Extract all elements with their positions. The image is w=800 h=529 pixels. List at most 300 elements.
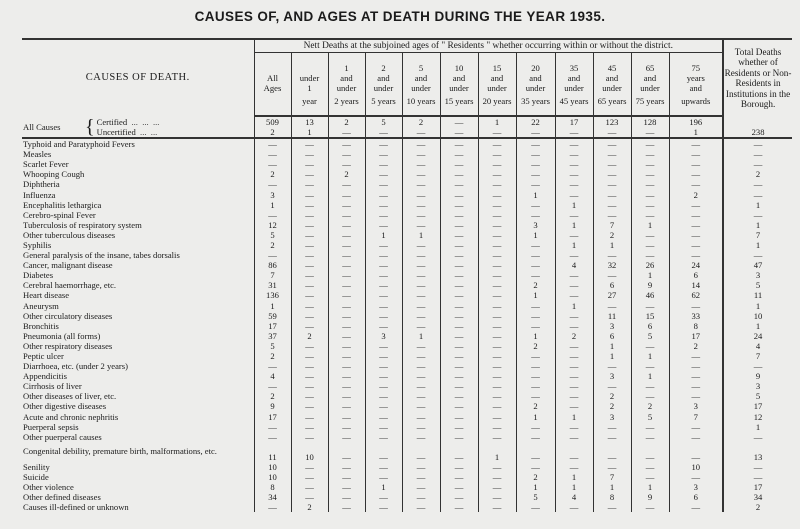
age-value-cell: — <box>328 412 365 422</box>
cause-cell <box>22 381 254 391</box>
age-value-cell: — <box>631 138 669 149</box>
age-value-cell: — <box>402 472 440 482</box>
age-value-cell: — <box>402 502 440 512</box>
age-value-cell: — <box>328 442 365 462</box>
age-value-cell: — <box>669 381 723 391</box>
age-value-cell: 8 <box>593 492 631 502</box>
age-value-cell: 1 <box>555 472 593 482</box>
age-value-cell: 2 <box>516 280 555 290</box>
age-value-cell: — <box>478 391 516 401</box>
age-value-cell: — <box>593 210 631 220</box>
age-value-cell: 14 <box>669 280 723 290</box>
age-value-cell: — <box>402 341 440 351</box>
age-value-cell: — <box>478 472 516 482</box>
age-header-line: 1 <box>344 62 349 73</box>
age-value-cell: — <box>593 179 631 189</box>
age-value-cell: — <box>631 442 669 462</box>
cause-cell <box>22 179 254 189</box>
age-value-cell: — <box>440 230 478 240</box>
age-value-cell: — <box>631 502 669 512</box>
age-value-cell: 17 <box>669 331 723 341</box>
causes-of-death-table <box>22 38 792 512</box>
cause-cell <box>22 169 254 179</box>
age-value-cell: — <box>669 422 723 432</box>
age-header-line: under <box>373 82 394 93</box>
age-value-cell: — <box>402 311 440 321</box>
age-value-cell: 2 <box>254 169 291 179</box>
cause-label: Pneumonia (all forms) <box>23 330 101 341</box>
age-value-cell: — <box>402 189 440 199</box>
uncertified-label: Uncertified <box>96 126 136 137</box>
age-value-cell: 2 <box>328 169 365 179</box>
age-value-cell: 7 <box>254 270 291 280</box>
age-value-cell: — <box>365 412 402 422</box>
age-value-cell: — <box>440 381 478 391</box>
age-value-cell: — <box>402 169 440 179</box>
age-value-cell: — <box>516 381 555 391</box>
age-value-cell: 37 <box>254 331 291 341</box>
age-value-cell: — <box>516 149 555 159</box>
total-value-cell: — <box>723 250 792 260</box>
age-header-line: under <box>602 82 622 93</box>
uncertified-value: — <box>531 127 540 137</box>
age-value-cell: — <box>440 270 478 280</box>
age-value-cell: — <box>291 270 328 280</box>
age-column-header <box>669 53 723 117</box>
cause-cell <box>22 250 254 260</box>
age-value-cell: — <box>478 432 516 442</box>
age-header-line: under <box>487 82 507 93</box>
age-value-cell: 1 <box>516 189 555 199</box>
age-value-cell: — <box>291 462 328 472</box>
age-value-cell: — <box>291 210 328 220</box>
age-value-cell: 6 <box>593 331 631 341</box>
total-value-cell: — <box>723 189 792 199</box>
age-value-cell: 33 <box>669 311 723 321</box>
certified-value: 2 <box>344 117 349 127</box>
age-value-cell: 7 <box>593 472 631 482</box>
cause-cell <box>22 401 254 411</box>
certified-value: 123 <box>605 117 619 127</box>
age-value-cell: — <box>478 371 516 381</box>
age-value-cell: — <box>440 169 478 179</box>
cause-cell <box>22 391 254 401</box>
age-value-cell: — <box>254 432 291 442</box>
age-value-cell: — <box>291 159 328 169</box>
cause-label: Aneurysm <box>23 300 59 311</box>
all-causes-value-cell <box>631 116 669 138</box>
table-row <box>22 341 792 351</box>
age-value-cell: — <box>291 290 328 300</box>
age-value-cell: 24 <box>669 260 723 270</box>
age-value-cell: — <box>291 401 328 411</box>
age-value-cell: — <box>291 240 328 250</box>
table-row <box>22 331 792 341</box>
certified-value: 509 <box>266 117 279 127</box>
age-value-cell: — <box>440 432 478 442</box>
age-header-line: and <box>567 72 581 83</box>
cause-cell <box>22 159 254 169</box>
age-value-cell: — <box>593 422 631 432</box>
age-value-cell: — <box>328 301 365 311</box>
age-value-cell: — <box>478 462 516 472</box>
age-value-cell: — <box>291 250 328 260</box>
age-value-cell: — <box>254 502 291 512</box>
age-header-line: and <box>529 72 542 83</box>
age-value-cell: 1 <box>631 371 669 381</box>
age-value-cell: 5 <box>254 230 291 240</box>
uncertified-value: 1 <box>307 127 312 137</box>
certified-value: — <box>454 117 464 127</box>
age-value-cell: — <box>516 250 555 260</box>
table-row <box>22 179 792 189</box>
age-value-cell: — <box>516 159 555 169</box>
certified-value: 17 <box>569 117 579 127</box>
all-causes-value-cell <box>328 116 365 138</box>
age-value-cell: 27 <box>593 290 631 300</box>
certified-value: 1 <box>494 117 500 127</box>
age-value-cell: — <box>555 422 593 432</box>
total-value-cell: — <box>723 179 792 189</box>
age-column-header <box>254 53 291 117</box>
age-value-cell: — <box>254 361 291 371</box>
age-value-cell: — <box>402 159 440 169</box>
age-value-cell: — <box>516 311 555 321</box>
table-row <box>22 200 792 210</box>
age-value-cell: — <box>402 260 440 270</box>
total-value-cell: 1 <box>723 321 792 331</box>
cause-label: Congenital debility, premature birth, malformations, etc. <box>23 446 217 457</box>
age-value-cell: 1 <box>593 240 631 250</box>
age-value-cell: — <box>328 502 365 512</box>
age-value-cell: — <box>631 230 669 240</box>
total-value-cell: 12 <box>723 412 792 422</box>
total-value-cell: 2 <box>723 169 792 179</box>
age-value-cell: 2 <box>516 341 555 351</box>
age-value-cell: — <box>291 138 328 149</box>
age-value-cell: 11 <box>593 311 631 321</box>
cause-label: Other digestive diseases <box>23 401 107 412</box>
age-value-cell: 5 <box>254 341 291 351</box>
age-value-cell: — <box>291 189 328 199</box>
table-row <box>22 371 792 381</box>
cause-cell <box>22 351 254 361</box>
age-value-cell: — <box>593 159 631 169</box>
age-value-cell: — <box>516 462 555 472</box>
age-value-cell: — <box>365 462 402 472</box>
cause-cell <box>22 311 254 321</box>
age-value-cell: — <box>328 270 365 280</box>
age-value-cell: — <box>328 331 365 341</box>
age-column-header <box>555 53 593 117</box>
cause-label: Diarrhoea, etc. (under 2 years) <box>23 361 128 372</box>
age-value-cell: — <box>516 502 555 512</box>
age-value-cell: 5 <box>631 412 669 422</box>
age-value-cell: — <box>365 220 402 230</box>
age-value-cell: 26 <box>631 260 669 270</box>
age-value-cell: 1 <box>631 482 669 492</box>
age-value-cell: — <box>365 138 402 149</box>
age-value-cell: — <box>328 432 365 442</box>
age-value-cell: — <box>291 432 328 442</box>
cause-cell <box>22 280 254 290</box>
total-value-cell: — <box>723 210 792 220</box>
age-header-line: 75 <box>691 62 701 73</box>
age-value-cell: — <box>478 169 516 179</box>
age-header-line: 5 years <box>371 95 396 106</box>
age-value-cell: — <box>402 280 440 290</box>
cause-cell <box>22 230 254 240</box>
age-header-line: 2 years <box>334 95 359 106</box>
total-value-cell: 1 <box>723 220 792 230</box>
age-value-cell: 1 <box>254 200 291 210</box>
all-causes-value-cell <box>669 116 723 138</box>
age-value-cell: 2 <box>593 230 631 240</box>
age-value-cell: 2 <box>254 391 291 401</box>
age-value-cell: — <box>669 138 723 149</box>
age-value-cell: — <box>593 270 631 280</box>
age-value-cell: 46 <box>631 290 669 300</box>
age-value-cell: — <box>328 492 365 502</box>
age-value-cell: — <box>291 371 328 381</box>
age-value-cell: — <box>516 432 555 442</box>
age-value-cell: — <box>365 391 402 401</box>
cause-label: Cerebro-spinal Fever <box>23 209 96 220</box>
cause-cell <box>22 240 254 250</box>
uncertified-value: — <box>645 127 655 137</box>
age-value-cell: — <box>328 200 365 210</box>
age-value-cell: — <box>516 321 555 331</box>
cause-cell <box>22 260 254 270</box>
age-value-cell: — <box>478 159 516 169</box>
total-value-cell: 13 <box>723 442 792 462</box>
uncertified-value: — <box>342 127 351 137</box>
total-value-cell: — <box>723 472 792 482</box>
age-value-cell: — <box>516 200 555 210</box>
age-value-cell: — <box>365 341 402 351</box>
age-value-cell: 7 <box>593 220 631 230</box>
age-value-cell: 1 <box>555 200 593 210</box>
table-row <box>22 250 792 260</box>
age-value-cell: — <box>402 432 440 442</box>
age-value-cell: — <box>593 462 631 472</box>
age-value-cell: — <box>254 138 291 149</box>
table-row <box>22 290 792 300</box>
age-header-line: under <box>564 82 584 93</box>
age-value-cell: — <box>365 189 402 199</box>
age-value-cell: 31 <box>254 280 291 290</box>
age-value-cell: — <box>440 250 478 260</box>
age-value-cell: — <box>291 260 328 270</box>
age-value-cell: 1 <box>516 412 555 422</box>
table-row <box>22 422 792 432</box>
age-header-line: All <box>267 72 278 83</box>
age-value-cell: — <box>516 442 555 462</box>
uncertified-value: — <box>416 127 426 137</box>
age-value-cell: — <box>631 462 669 472</box>
total-value-cell: — <box>723 462 792 472</box>
age-value-cell: 1 <box>631 270 669 280</box>
table-row <box>22 502 792 512</box>
cause-cell <box>22 412 254 422</box>
cause-cell <box>22 462 254 472</box>
age-value-cell: 17 <box>254 321 291 331</box>
age-value-cell: — <box>593 361 631 371</box>
age-value-cell: — <box>555 351 593 361</box>
age-value-cell: — <box>365 311 402 321</box>
age-header-line: 5 <box>418 62 424 73</box>
age-value-cell: — <box>478 179 516 189</box>
age-value-cell: — <box>365 240 402 250</box>
age-value-cell: 1 <box>555 240 593 250</box>
table-header <box>22 39 792 116</box>
age-value-cell: — <box>328 290 365 300</box>
age-column-header <box>328 53 365 117</box>
age-header-line: Ages <box>263 82 282 93</box>
certified-value: 196 <box>689 117 703 127</box>
age-header-line: under <box>525 82 546 93</box>
age-value-cell: — <box>631 159 669 169</box>
age-value-cell: — <box>328 230 365 240</box>
age-header-line: and <box>452 72 466 83</box>
age-value-cell: — <box>402 391 440 401</box>
all-causes-value-cell <box>478 116 516 138</box>
age-header-line: 15 years <box>444 95 474 106</box>
age-value-cell: 1 <box>516 230 555 240</box>
age-header-line: and <box>643 72 657 83</box>
age-value-cell: 1 <box>402 230 440 240</box>
age-value-cell: — <box>631 200 669 210</box>
age-value-cell: — <box>555 250 593 260</box>
cause-label: Tuberculosis of respiratory system <box>23 219 142 230</box>
certified-value: 13 <box>305 117 314 127</box>
age-header-line: 10 <box>454 62 464 73</box>
age-value-cell: — <box>440 189 478 199</box>
total-deaths-header: Total Deaths whether of Residents or Non-Residents in Institutions in the Borough. <box>723 39 792 116</box>
age-value-cell: — <box>516 371 555 381</box>
age-value-cell: — <box>593 442 631 462</box>
age-value-cell: — <box>291 351 328 361</box>
age-value-cell: — <box>328 260 365 270</box>
age-value-cell: — <box>669 502 723 512</box>
all-causes-value-cell <box>402 116 440 138</box>
table-row <box>22 321 792 331</box>
age-value-cell: — <box>402 270 440 280</box>
age-value-cell: — <box>402 401 440 411</box>
age-value-cell: 3 <box>669 401 723 411</box>
age-value-cell: 3 <box>669 482 723 492</box>
age-header-line: and <box>490 72 504 83</box>
age-value-cell: — <box>291 169 328 179</box>
table-row <box>22 391 792 401</box>
age-value-cell: — <box>440 462 478 472</box>
table-row <box>22 442 792 462</box>
all-causes-label-cell: All Causes { Certified ... ... ... Uncertified ... ... <box>22 116 254 138</box>
age-value-cell: 6 <box>593 280 631 290</box>
age-value-cell: — <box>440 361 478 371</box>
age-value-cell: — <box>478 189 516 199</box>
age-value-cell: — <box>365 301 402 311</box>
age-value-cell: 1 <box>365 230 402 240</box>
age-value-cell: 11 <box>254 442 291 462</box>
age-value-cell: — <box>440 200 478 210</box>
age-value-cell: 1 <box>555 482 593 492</box>
cause-label: Diabetes <box>23 270 54 281</box>
table-row <box>22 159 792 169</box>
age-value-cell: 1 <box>402 331 440 341</box>
age-value-cell: — <box>402 290 440 300</box>
age-column-header <box>402 53 440 117</box>
total-value-cell: 1 <box>723 240 792 250</box>
total-value-cell: — <box>723 149 792 159</box>
age-value-cell: 1 <box>478 442 516 462</box>
cause-label: Heart disease <box>23 290 70 301</box>
uncertified-value: — <box>492 127 502 137</box>
uncertified-value: — <box>569 127 579 137</box>
age-value-cell: 6 <box>669 270 723 280</box>
cause-label: Cancer, malignant disease <box>23 260 113 271</box>
age-value-cell: 3 <box>365 331 402 341</box>
total-value-cell: 3 <box>723 270 792 280</box>
age-value-cell: — <box>291 321 328 331</box>
age-header-line: year <box>302 95 317 106</box>
age-value-cell: — <box>291 391 328 401</box>
age-value-cell: — <box>555 442 593 462</box>
age-value-cell: — <box>593 381 631 391</box>
age-value-cell: — <box>555 401 593 411</box>
table-row <box>22 220 792 230</box>
table-row <box>22 462 792 472</box>
age-value-cell: — <box>365 159 402 169</box>
uncertified-value: 2 <box>270 127 275 137</box>
age-value-cell: — <box>291 311 328 321</box>
age-value-cell: — <box>291 361 328 371</box>
age-value-cell: — <box>593 432 631 442</box>
age-value-cell: — <box>516 351 555 361</box>
age-header-line: 20 years <box>482 95 512 106</box>
total-value-cell: 17 <box>723 482 792 492</box>
age-value-cell: — <box>291 149 328 159</box>
cause-cell <box>22 301 254 311</box>
age-header-line: and <box>605 72 619 83</box>
age-value-cell: — <box>440 331 478 341</box>
age-value-cell: — <box>402 361 440 371</box>
cause-cell <box>22 361 254 371</box>
age-value-cell: 4 <box>254 371 291 381</box>
age-value-cell: 2 <box>291 502 328 512</box>
age-header-line: and <box>689 82 702 93</box>
cause-cell <box>22 149 254 159</box>
cause-label: Whooping Cough <box>23 169 85 180</box>
age-value-cell: — <box>402 210 440 220</box>
age-value-cell: — <box>365 371 402 381</box>
age-value-cell: — <box>478 401 516 411</box>
age-value-cell: — <box>291 200 328 210</box>
age-value-cell: — <box>440 240 478 250</box>
age-value-cell: — <box>555 149 593 159</box>
all-causes-value-cell <box>365 116 402 138</box>
cause-label: Measles <box>23 149 52 160</box>
age-value-cell: 9 <box>631 492 669 502</box>
all-causes-value-cell <box>516 116 555 138</box>
table-row <box>22 381 792 391</box>
cause-label: Other defined diseases <box>23 492 101 503</box>
age-value-cell: 62 <box>669 290 723 300</box>
age-value-cell: — <box>328 240 365 250</box>
total-value-cell: 5 <box>723 391 792 401</box>
age-value-cell: — <box>440 220 478 230</box>
total-value-cell: 1 <box>723 422 792 432</box>
